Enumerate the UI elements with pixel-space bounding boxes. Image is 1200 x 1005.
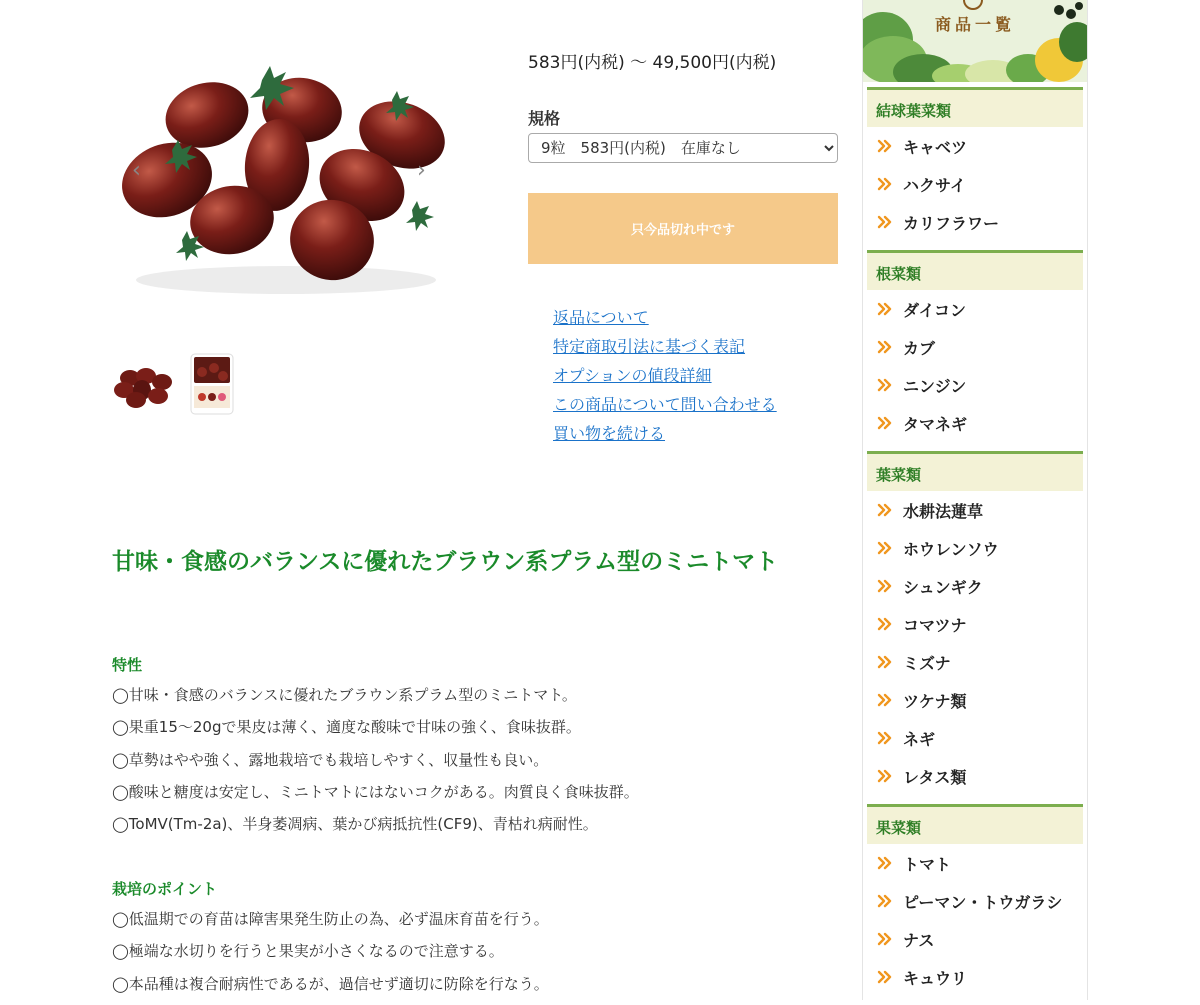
sidebar-item-label: ニンジン (903, 376, 967, 396)
contact-link[interactable]: この商品について問い合わせる (553, 395, 777, 414)
features-list (112, 684, 639, 845)
double-chevron-right-icon (877, 768, 893, 784)
double-chevron-right-icon (877, 415, 893, 431)
sidebar-item-label: ナス (903, 930, 935, 950)
sidebar-item-label: ホウレンソウ (903, 539, 999, 559)
double-chevron-right-icon (877, 214, 893, 230)
sidebar-item-label: コマツナ (903, 615, 967, 635)
sidebar-item-label: ツケナ類 (903, 691, 967, 711)
sidebar-item[interactable] (863, 681, 1087, 719)
product-list-banner[interactable] (863, 0, 1087, 82)
features-title: 特性 (112, 656, 143, 674)
sidebar-item[interactable] (863, 605, 1087, 643)
sidebar-item-label: ハクサイ (903, 175, 966, 195)
sidebar-item[interactable] (863, 920, 1087, 958)
product-links (553, 305, 777, 450)
sidebar-item[interactable] (863, 844, 1087, 882)
sidebar-item-label: カリフラワー (903, 213, 1000, 233)
link-item (553, 334, 777, 363)
double-chevron-right-icon (877, 855, 893, 871)
point-item: ◯低温期での育苗は障害果発生防止の為、必ず温床育苗を行う。 (112, 910, 549, 928)
commerce-law-link[interactable]: 特定商取引法に基づく表記 (553, 337, 746, 356)
sidebar-item[interactable] (863, 757, 1087, 795)
category-sidebar (862, 0, 1088, 1000)
product-headline: 甘味・食感のバランスに優れたブラウン系プラム型のミニトマト (112, 549, 779, 575)
link-item (553, 363, 777, 392)
double-chevron-right-icon (877, 616, 893, 632)
sidebar-item-label: 水耕法蓮草 (903, 501, 984, 521)
link-item (553, 421, 777, 450)
double-chevron-right-icon (877, 377, 893, 393)
sidebar-item[interactable] (863, 958, 1087, 996)
sidebar-item-label: タマネギ (903, 414, 968, 434)
sidebar-item-label: ピーマン・トウガラシ (903, 892, 1063, 912)
category-list (863, 290, 1087, 446)
category-header[interactable]: 葉菜類 (867, 451, 1083, 491)
sidebar-item-label: ダイコン (903, 300, 967, 320)
cultivation-points-title: 栽培のポイント (112, 880, 218, 898)
variant-select[interactable] (528, 133, 838, 163)
category-header[interactable]: 果菜類 (867, 804, 1083, 844)
sidebar-item-label: ミズナ (903, 653, 951, 673)
sidebar-item[interactable] (863, 165, 1087, 203)
double-chevron-right-icon (877, 540, 893, 556)
sidebar-item[interactable] (863, 882, 1087, 920)
double-chevron-right-icon (877, 502, 893, 518)
feature-item: ◯酸味と糖度は安定し、ミニトマトにはないコクがある。肉質良く食味抜群。 (112, 782, 639, 801)
sidebar-item[interactable] (863, 127, 1087, 165)
price-range: 583円(内税) 〜 49,500円(内税) (528, 53, 777, 73)
spec-label: 規格 (528, 109, 561, 128)
category-header[interactable]: 結球葉菜類 (867, 87, 1083, 127)
double-chevron-right-icon (877, 176, 893, 192)
category-list (863, 491, 1087, 799)
gallery-prev-arrow[interactable]: ‹ (132, 158, 141, 183)
link-item (553, 305, 777, 334)
double-chevron-right-icon (877, 692, 893, 708)
gallery-thumbnail-1[interactable] (112, 352, 176, 418)
soldout-button[interactable]: 只今品切れ中です (528, 193, 838, 264)
continue-shopping-link[interactable]: 買い物を続ける (553, 424, 666, 443)
sidebar-item[interactable] (863, 366, 1087, 404)
returns-link[interactable]: 返品について (553, 308, 649, 327)
gallery-thumbnail-2[interactable] (188, 352, 236, 418)
sidebar-item[interactable] (863, 491, 1087, 529)
feature-item: ◯果重15〜20gで果皮は薄く、適度な酸味で甘味の強く、食味抜群。 (112, 718, 581, 737)
option-price-link[interactable]: オプションの値段詳細 (553, 366, 712, 385)
sidebar-item-label: レタス類 (903, 767, 967, 787)
sidebar-item[interactable] (863, 290, 1087, 328)
sidebar-item-label: トマト (903, 854, 952, 874)
banner-title: 商品一覧 (934, 15, 1015, 34)
category-groups (863, 87, 1087, 1000)
sidebar-item[interactable] (863, 567, 1087, 605)
sidebar-item-label: ネギ (903, 729, 936, 749)
feature-item: ◯ToMV(Tm-2a)、半身萎凋病、葉かび病抵抗性(CF9)、青枯れ病耐性。 (112, 815, 598, 834)
double-chevron-right-icon (877, 730, 893, 746)
point-item: ◯本品種は複合耐病性であるが、過信せず適切に防除を行なう。 (112, 974, 549, 993)
category-list (863, 127, 1087, 245)
feature-item: ◯草勢はやや強く、露地栽培でも栽培しやすく、収量性も良い。 (112, 750, 549, 769)
category-list (863, 844, 1087, 1000)
point-item: ◯極端な水切りを行うと果実が小さくなるので注意する。 (112, 942, 504, 961)
double-chevron-right-icon (877, 893, 893, 909)
sidebar-item[interactable] (863, 328, 1087, 366)
sidebar-item-label: キュウリ (903, 968, 968, 988)
sidebar-item[interactable] (863, 529, 1087, 567)
double-chevron-right-icon (877, 138, 893, 154)
sidebar-item[interactable] (863, 719, 1087, 757)
double-chevron-right-icon (877, 301, 893, 317)
feature-item: ◯甘味・食感のバランスに優れたブラウン系プラム型のミニトマト。 (112, 686, 577, 704)
product-main-image (112, 40, 460, 310)
double-chevron-right-icon (877, 578, 893, 594)
sidebar-item[interactable] (863, 203, 1087, 241)
category-header[interactable]: 根菜類 (867, 250, 1083, 290)
sidebar-item-label: シュンギク (903, 577, 983, 597)
cultivation-points-list (112, 908, 549, 1005)
double-chevron-right-icon (877, 339, 893, 355)
sidebar-item[interactable] (863, 404, 1087, 442)
sidebar-item[interactable] (863, 643, 1087, 681)
sidebar-item-label: キャベツ (903, 137, 968, 157)
link-item (553, 392, 777, 421)
double-chevron-right-icon (877, 931, 893, 947)
double-chevron-right-icon (877, 969, 893, 985)
sidebar-item-label: カブ (903, 338, 936, 358)
double-chevron-right-icon (877, 654, 893, 670)
gallery-next-arrow[interactable]: › (417, 158, 426, 183)
